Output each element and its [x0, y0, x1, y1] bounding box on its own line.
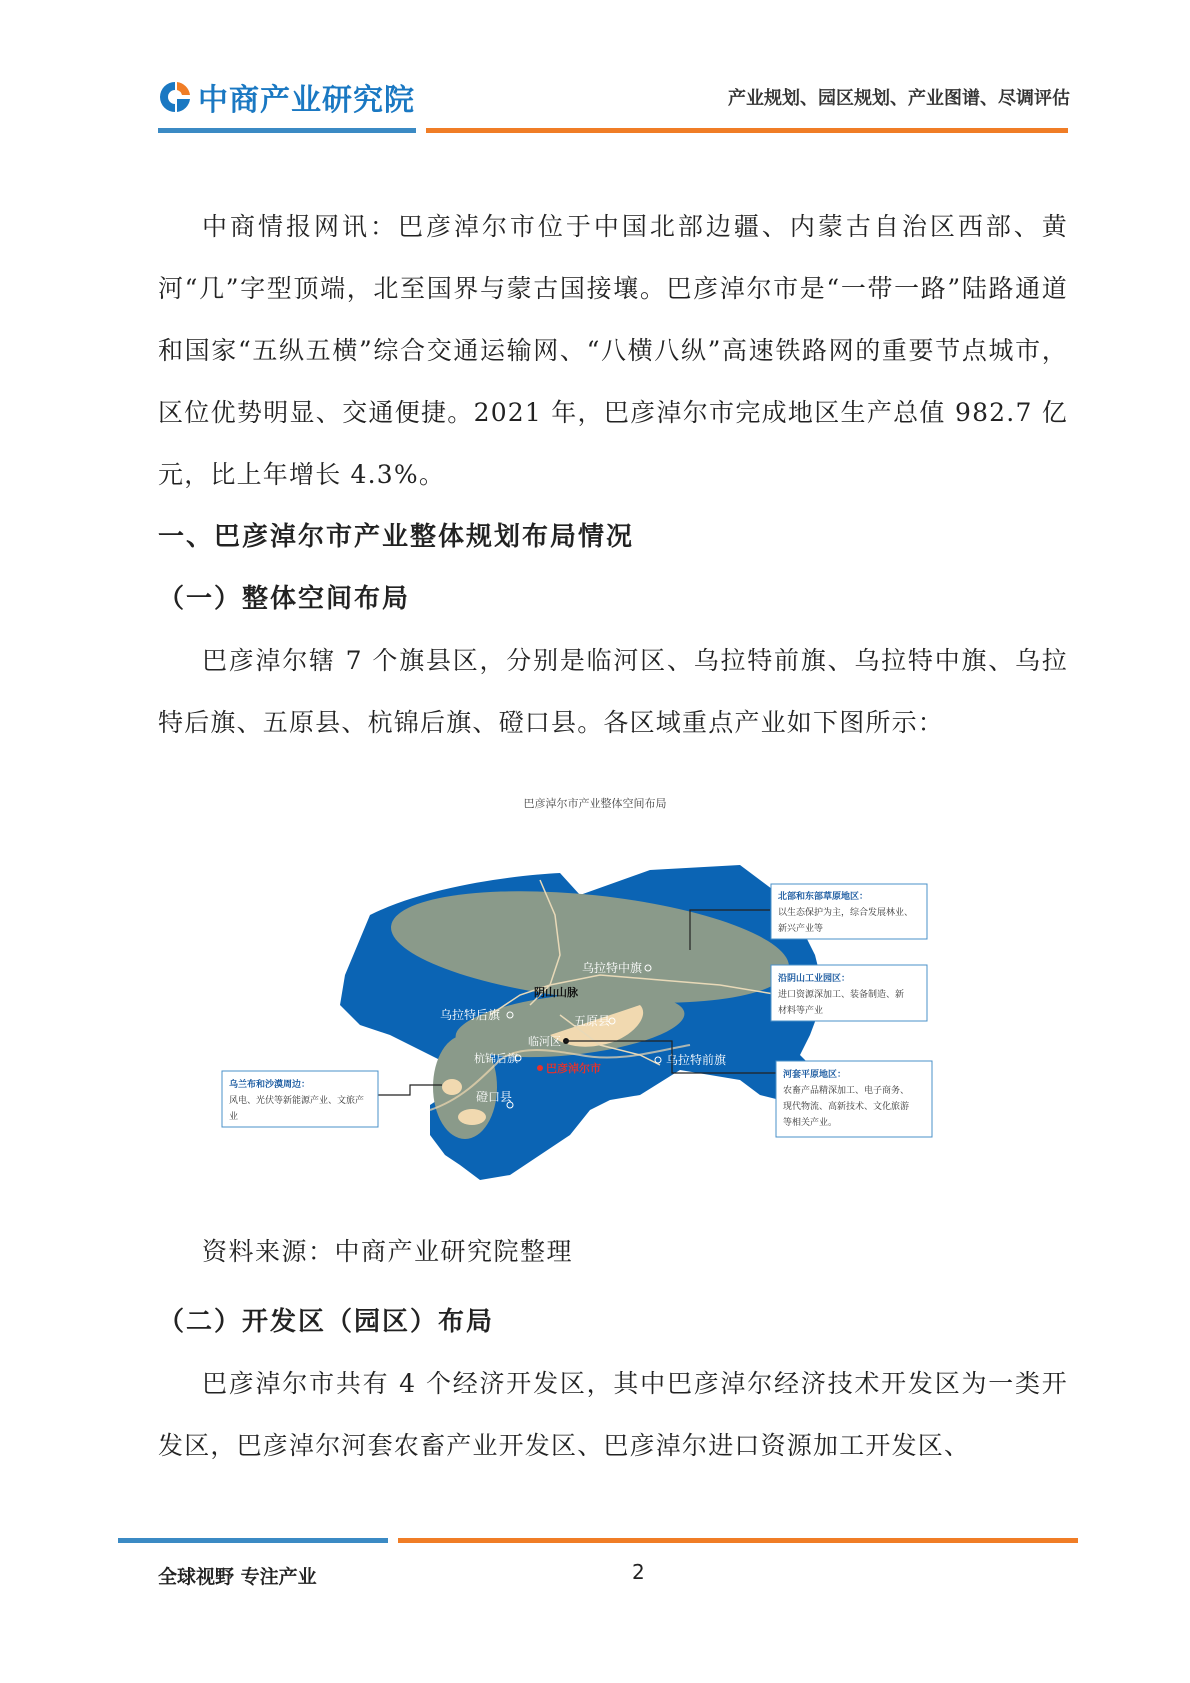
place-wulate-houqi: 乌拉特后旗: [440, 1008, 501, 1022]
sand-patch: [458, 1109, 486, 1125]
place-wuyuan: 五原县: [574, 1014, 611, 1028]
callout-hetao-line2: 现代物流、高新技术、文化旅游: [783, 1102, 910, 1112]
map-title: 巴彦淖尔市产业整体空间布局: [523, 797, 667, 810]
callout-ulanbuh-line2: 业: [229, 1112, 239, 1122]
place-dengkou: 磴口县: [476, 1090, 513, 1104]
footer-divider-blue: [118, 1538, 388, 1543]
callout-yinshan-title: 沿阴山工业园区：: [778, 974, 851, 984]
place-bayannur-city: 巴彦淖尔市: [546, 1062, 601, 1075]
city-marker: [537, 1065, 543, 1071]
callout-ulanbuh-line1: 风电、光伏等新能源产业、文旅产: [229, 1096, 365, 1106]
body-top: [158, 196, 1068, 754]
place-linhe: 临河区: [528, 1035, 561, 1048]
callout-ulanbuh-title: 乌兰布和沙漠周边：: [229, 1080, 311, 1090]
logo-text: 中商产业研究院: [198, 83, 415, 118]
place-hangjin-houqi: 杭锦后旗: [474, 1052, 518, 1065]
header-tagline: 产业规划、园区规划、产业图谱、尽调评估: [728, 88, 1070, 109]
section-1-heading: 一、巴彦淖尔市产业整体规划布局情况: [158, 522, 635, 552]
logo: [158, 75, 415, 119]
callout-north-title: 北部和东部草原地区：: [778, 892, 869, 902]
section-1-1-paragraph: 巴彦淖尔辖 7 个旗县区，分别是临河区、乌拉特前旗、乌拉特中旗、乌拉特后旗、五原县、杭锦后旗、磴口县。各区域重点产业如下图所示：: [158, 646, 1068, 737]
callout-yinshan-line2: 材料等产业: [778, 1006, 824, 1016]
header-divider-blue: [158, 128, 416, 133]
industry-layout-map: [220, 855, 1010, 1185]
footer-slogan: 全球视野 专注产业: [158, 1566, 317, 1588]
footer-divider-orange: [398, 1538, 1078, 1543]
callout-hetao-title: 河套平原地区：: [783, 1070, 847, 1080]
figure-source: 资料来源：中商产业研究院整理: [202, 1237, 574, 1266]
section-1-2-paragraph: 巴彦淖尔市共有 4 个经济开发区，其中巴彦淖尔经济技术开发区为一类开发区，巴彦淖尔河套农畜产业开发区、巴彦淖尔进口资源加工开发区、: [158, 1369, 1068, 1460]
body-bottom: [158, 1291, 1068, 1477]
callout-north-line1: 以生态保护为主，综合发展林业、: [778, 908, 914, 918]
callout-north-line2: 新兴产业等: [778, 924, 824, 934]
callout-yinshan-line1: 进口资源深加工、装备制造、新: [778, 990, 905, 1000]
place-wulate-qianqi: 乌拉特前旗: [666, 1053, 727, 1067]
place-yinshan: 阴山山脉: [534, 986, 578, 999]
leader-line-desert: [375, 1085, 442, 1095]
callout-hetao-line1: 农畜产品精深加工、电子商务、: [783, 1086, 910, 1096]
page-number: 2: [632, 1560, 645, 1584]
intro-paragraph: 中商情报网讯：巴彦淖尔市位于中国北部边疆、内蒙古自治区西部、黄河“几”字型顶端，北至国界与蒙古国接壤。巴彦淖尔市是“一带一路”陆路通道和国家“五纵五横”综合交通运输网、“八横八纵”高速铁路网的重要节点城市，区位优势明显、交通便捷。2021 年，巴彦淖尔市完成地区生产总值 982.7 亿元，比上年增长 4.3%。: [158, 212, 1068, 489]
header-divider-orange: [426, 128, 1068, 133]
section-1-2-heading: （二）开发区（园区）布局: [158, 1307, 495, 1337]
place-wulate-zhongqi: 乌拉特中旗: [582, 961, 643, 975]
section-1-1-heading: （一）整体空间布局: [158, 584, 411, 614]
sand-patch: [442, 1079, 462, 1095]
logo-icon: [158, 80, 192, 114]
callout-hetao-line3: 等相关产业。: [783, 1118, 838, 1128]
